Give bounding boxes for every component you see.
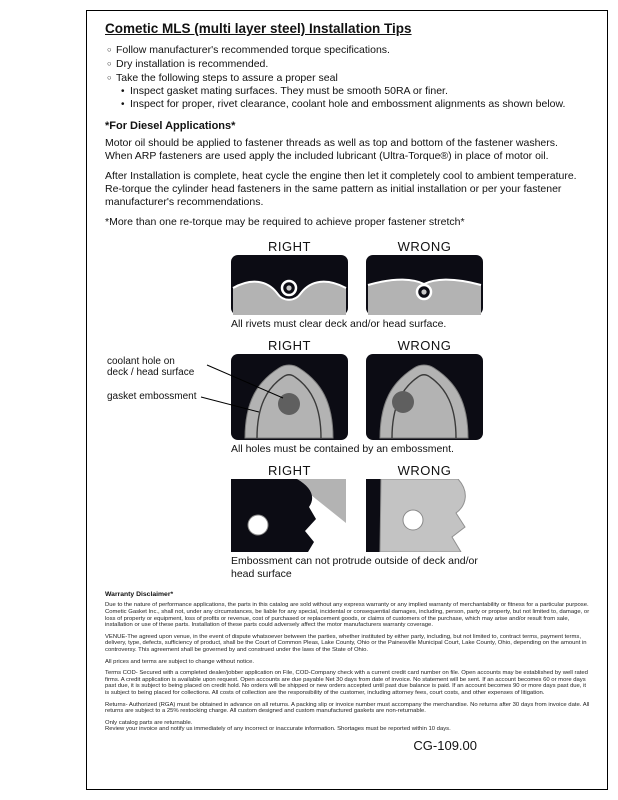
bullet-marker: ○: [107, 59, 112, 68]
wrong-label: WRONG: [397, 338, 452, 353]
document-number: CG-109.00: [413, 737, 477, 753]
gasket-embossment-callout: gasket embossment: [107, 391, 197, 402]
page-title: Cometic MLS (multi layer steel) Installation Tips: [105, 21, 412, 36]
right-label: RIGHT: [268, 239, 311, 254]
warranty-paragraph: Returns- Authorized (RGA) must be obtained in advance on all returns. A packing slip or invoice number must accompany the merchandise. No returns after 30 days from invoice date. All returns are subject to a 25% restocking charge. All custom designed and custom manufactured gaskets are non-returnable.: [105, 701, 590, 715]
figure-images: [107, 354, 483, 440]
coolant-hole-callout: [107, 356, 211, 378]
warranty-paragraph: Review your invoice and notify us immediately of any incorrect or inaccurate information. Shortages must be reported within 10 days.: [105, 726, 451, 733]
bullet-marker: ○: [107, 73, 112, 82]
figure-rivet-clearance: [231, 239, 483, 331]
bullet-marker: •: [121, 99, 125, 110]
wrong-label: WRONG: [397, 463, 452, 478]
embossment-wrong-diagram: [366, 354, 483, 440]
warranty-paragraph: Due to the nature of performance applications, the parts in this catalog are sold without any express warranty or any implied warranty of merchantability or fitness for a particular purpose. Cometic Gasket Inc., shall not, under any circumstances, be liable for any special, incidental or consequential damages, including, person, party or property, but not limited to, damage, or loss of property or equipment, loss of profits or revenue, cost of purchased or replacement goods, or claims of customers of the purchase, which may arise and/or result from sale, installation or use of these parts. Installation of these parts could adversely affect the motor manufacturers warranty coverage.: [105, 602, 590, 629]
figure-images: [231, 479, 483, 552]
retorque-note: *More than one re-torque may be required to achieve proper fastener stretch*: [105, 216, 465, 228]
warranty-section: [105, 591, 591, 733]
figure-embossment-protrusion: [231, 463, 483, 581]
tips-sublist: [121, 85, 589, 111]
tips-list: [105, 43, 589, 111]
list-item: [105, 71, 589, 111]
diesel-paragraph-2: After Installation is complete, heat cycle the engine then let it completely cool to ambient temperature. Re-torque the cylinder head fasteners in the same pattern as initial installation or per your fastener manufacturer's recommendations.: [105, 170, 577, 208]
bullet-marker: •: [121, 86, 125, 97]
warranty-paragraph: Terms COD- Secured with a completed dealer/jobber application on File, COD-Company check with a current credit card number on file. Open accounts may be established by well rated firms. A credit application is available upon request. Open accounts are due payable Net 30 days from date of invoice. No statement will be sent. If an account becomes 60 or more days past due, it is subject to being placed on credit hold. No orders will be shipped or new orders accepted until past due balance is paid. If an account becomes 90 or more days past due, it is subject to being placed for collections. All costs of collection are the responsibility of the customer, including attorney fees, court costs, and other expenses of litigation.: [105, 669, 588, 697]
warranty-heading: Warranty Disclaimer*: [105, 591, 174, 598]
list-item: [105, 57, 589, 71]
list-item: [121, 98, 589, 111]
right-label: RIGHT: [268, 463, 311, 478]
list-item: [105, 43, 589, 57]
figure-images: [231, 255, 483, 315]
tip-text: Inspect for proper, rivet clearance, coolant hole and embossment alignments as shown below.: [130, 98, 566, 110]
right-label: RIGHT: [268, 338, 311, 353]
figure-hole-embossment: [107, 338, 483, 456]
diesel-paragraph-1: Motor oil should be applied to fastener threads as well as top and bottom of the fastener washers. When ARP fasteners are used apply the included lubricant (Ultra-Torque®) in place of motor oil.: [105, 137, 558, 162]
callout-line-2: deck / head surface: [107, 367, 195, 378]
tip-text: Inspect gasket mating surfaces. They must be smooth 50RA or finer.: [130, 85, 448, 97]
tip-text: Dry installation is recommended.: [116, 58, 269, 70]
page-frame: [86, 10, 608, 790]
list-item: [121, 85, 589, 98]
tip-text: Take the following steps to assure a proper seal: [116, 72, 338, 84]
figure-labels: [231, 463, 483, 479]
callout-line-1: coolant hole on: [107, 356, 175, 367]
warranty-paragraph: Only catalog parts are returnable.: [105, 719, 193, 726]
bullet-marker: ○: [107, 45, 112, 54]
protrusion-wrong-diagram: [366, 479, 483, 552]
figure-caption: Embossment can not protrude outside of deck and/or head surface: [231, 555, 478, 580]
figure-caption: All holes must be contained by an embossment.: [231, 443, 454, 455]
tip-text: Follow manufacturer's recommended torque specifications.: [116, 44, 390, 56]
page-content: [87, 11, 607, 753]
figures-section: [107, 239, 483, 581]
rivet-wrong-diagram: [366, 255, 483, 315]
rivet-right-diagram: [231, 255, 348, 315]
embossment-right-diagram: [231, 354, 348, 440]
figure-labels: [231, 338, 483, 354]
warranty-paragraph: VENUE-The agreed upon venue, in the event of dispute whatsoever between the parties, whether instituted by either party, including, but not limited to, contract terms, payment terms, delivery, type, defects, sufficiency of product, shall be the Court of Common Pleas, Lake County, Ohio or the Painesville Municipal Court, Lake County, Ohio, depending on the amount in controversy. This agreement shall be governed by and construed under the laws of the State of Ohio.: [105, 633, 587, 654]
diesel-applications-heading: *For Diesel Applications*: [105, 120, 236, 132]
protrusion-right-diagram: [231, 479, 348, 552]
wrong-label: WRONG: [397, 239, 452, 254]
warranty-paragraph: All prices and terms are subject to change without notice.: [105, 658, 254, 665]
figure-caption: All rivets must clear deck and/or head surface.: [231, 318, 447, 330]
figure-labels: [231, 239, 483, 255]
